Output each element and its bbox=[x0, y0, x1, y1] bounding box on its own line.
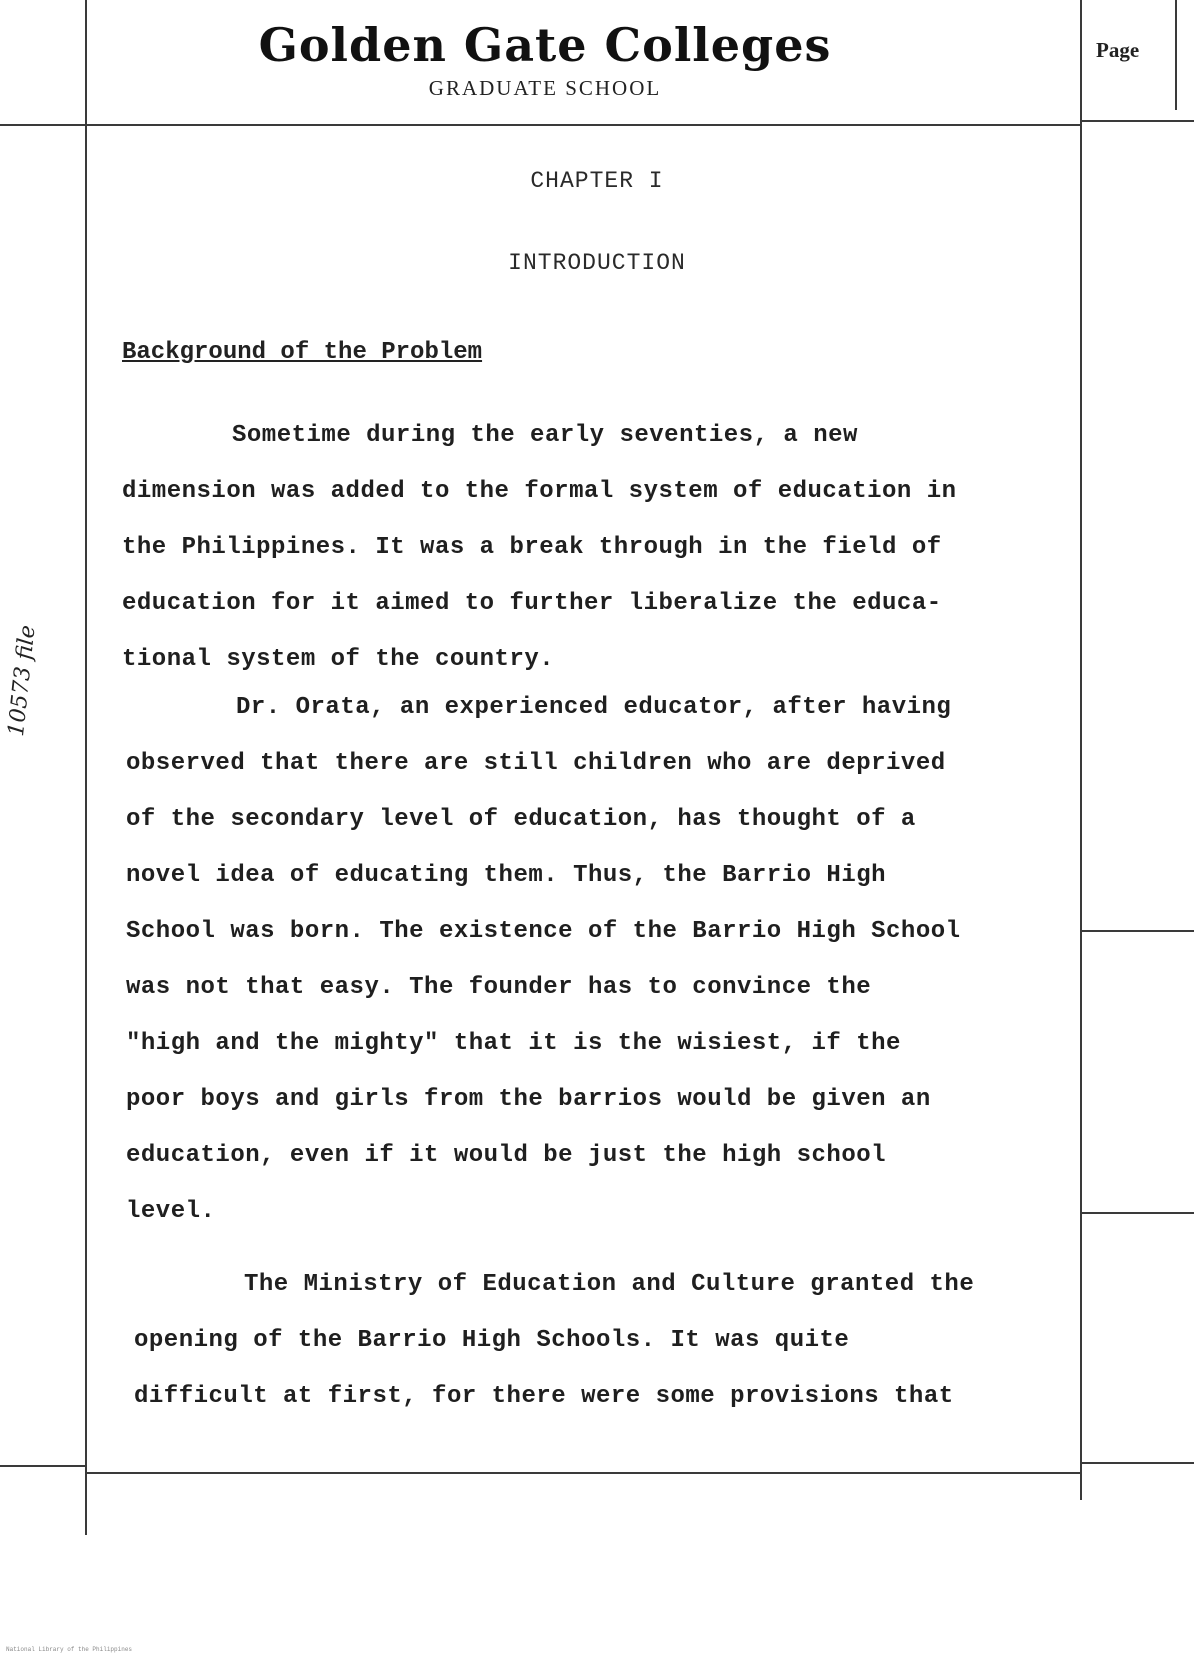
text-line: of the secondary level of education, has thought of a bbox=[126, 806, 916, 833]
handwritten-margin-note: 10573 file bbox=[4, 623, 41, 738]
section-heading: Background of the Problem bbox=[122, 339, 483, 366]
header-rule bbox=[0, 124, 1080, 126]
page-box-right-rule bbox=[1175, 0, 1177, 110]
footer-rule-left bbox=[0, 1465, 86, 1467]
scan-footer-note: National Library of the Philippines bbox=[6, 1646, 133, 1653]
paragraph-1 bbox=[122, 408, 957, 688]
text-line: level. bbox=[126, 1198, 216, 1225]
paragraph-2 bbox=[126, 680, 961, 1240]
text-line: the Philippines. It was a break through in the field of bbox=[122, 534, 942, 561]
chapter-heading: CHAPTER I bbox=[530, 168, 664, 194]
footer-rule-right bbox=[1082, 1462, 1194, 1464]
right-tab-rule-1 bbox=[1082, 930, 1194, 932]
text-line: was not that easy. The founder has to convince the bbox=[126, 974, 872, 1001]
introduction-heading: INTRODUCTION bbox=[508, 250, 686, 276]
page-box-bottom-rule bbox=[1082, 120, 1194, 122]
page-label: Page bbox=[1096, 38, 1140, 62]
left-margin-rule bbox=[85, 0, 87, 1535]
text-line: dimension was added to the formal system of education in bbox=[122, 478, 957, 505]
text-line: opening of the Barrio High Schools. It was quite bbox=[134, 1327, 850, 1354]
graduate-school-subtitle: GRADUATE SCHOOL bbox=[428, 76, 662, 100]
college-title: Golden Gate Colleges bbox=[258, 18, 832, 72]
text-line: education, even if it would be just the high school bbox=[126, 1142, 887, 1169]
paragraph-3 bbox=[134, 1257, 974, 1425]
right-margin-rule bbox=[1080, 0, 1082, 1500]
text-line: The Ministry of Education and Culture granted the bbox=[244, 1271, 975, 1298]
text-line: poor boys and girls from the barrios would be given an bbox=[126, 1086, 931, 1113]
text-line: education for it aimed to further liberalize the educa- bbox=[122, 590, 942, 617]
text-line: observed that there are still children who are deprived bbox=[126, 750, 946, 777]
text-line: Sometime during the early seventies, a new bbox=[232, 422, 858, 449]
footer-rule bbox=[86, 1472, 1082, 1474]
text-line: difficult at first, for there were some provisions that bbox=[134, 1383, 954, 1410]
text-line: tional system of the country. bbox=[122, 646, 555, 673]
text-line: "high and the mighty" that it is the wisiest, if the bbox=[126, 1030, 901, 1057]
text-line: Dr. Orata, an experienced educator, after having bbox=[236, 694, 952, 721]
text-line: School was born. The existence of the Barrio High School bbox=[126, 918, 961, 945]
right-tab-rule-2 bbox=[1082, 1212, 1194, 1214]
text-line: novel idea of educating them. Thus, the Barrio High bbox=[126, 862, 887, 889]
